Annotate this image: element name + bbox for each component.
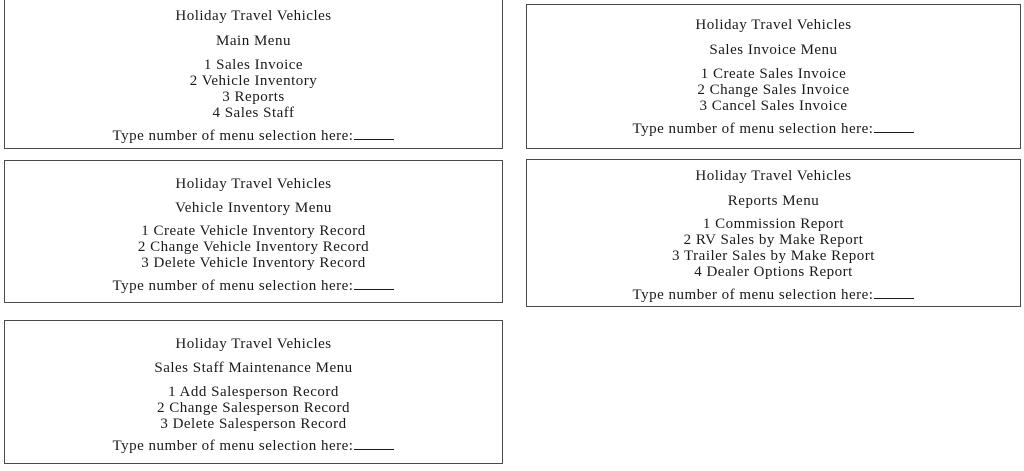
reports-menu-prompt: [527, 286, 1020, 303]
sales-staff-menu-item: 3 Delete Salesperson Record: [160, 416, 347, 432]
vehicle-inventory-menu-title: Holiday Travel Vehicles: [175, 176, 332, 192]
vehicle-inventory-menu-box: [4, 160, 503, 303]
main-menu-subtitle: Main Menu: [216, 33, 291, 49]
sales-invoice-menu-prompt: [527, 120, 1020, 137]
selection-blank[interactable]: [354, 127, 394, 140]
reports-menu-subtitle: Reports Menu: [727, 193, 820, 209]
prompt-text: Type number of menu selection here:: [632, 287, 874, 303]
selection-blank[interactable]: [354, 437, 394, 450]
sales-invoice-menu-item: 3 Cancel Sales Invoice: [699, 98, 848, 114]
main-menu-box: [4, 0, 503, 149]
reports-menu-item: 4 Dealer Options Report: [694, 264, 853, 280]
main-menu-item: 4 Sales Staff: [212, 105, 295, 121]
main-menu-prompt: [5, 127, 502, 144]
selection-blank[interactable]: [874, 286, 914, 299]
reports-menu-item: 1 Commission Report: [702, 216, 845, 232]
sales-staff-menu-items: [5, 384, 502, 432]
sales-staff-menu-item: 1 Add Salesperson Record: [168, 384, 339, 400]
prompt-text: Type number of menu selection here:: [632, 121, 874, 137]
vehicle-inventory-menu-item: 1 Create Vehicle Inventory Record: [141, 223, 366, 239]
sales-invoice-menu-items: [527, 66, 1020, 114]
main-menu-item: 2 Vehicle Inventory: [189, 73, 318, 89]
sales-invoice-menu-title: Holiday Travel Vehicles: [695, 17, 852, 33]
selection-blank[interactable]: [354, 277, 394, 290]
main-menu-item: 3 Reports: [222, 89, 285, 105]
vehicle-inventory-menu-items: [5, 223, 502, 271]
reports-menu-box: [526, 159, 1021, 307]
vehicle-inventory-menu-prompt: [5, 277, 502, 294]
main-menu-item: 1 Sales Invoice: [203, 57, 304, 73]
main-menu-title: Holiday Travel Vehicles: [175, 8, 332, 24]
sales-staff-menu-item: 2 Change Salesperson Record: [156, 400, 351, 416]
reports-menu-items: [527, 216, 1020, 280]
vehicle-inventory-menu-item: 3 Delete Vehicle Inventory Record: [141, 255, 366, 271]
prompt-text: Type number of menu selection here:: [112, 438, 354, 454]
sales-staff-menu-prompt: [5, 437, 502, 454]
reports-menu-item: 3 Trailer Sales by Make Report: [672, 248, 875, 264]
sales-staff-menu-title: Holiday Travel Vehicles: [175, 336, 332, 352]
selection-blank[interactable]: [874, 120, 914, 133]
sales-invoice-menu-item: 1 Create Sales Invoice: [700, 66, 847, 82]
vehicle-inventory-menu-subtitle: Vehicle Inventory Menu: [175, 200, 332, 216]
sales-invoice-menu-box: [526, 4, 1021, 149]
prompt-text: Type number of menu selection here:: [112, 128, 354, 144]
main-menu-items: [5, 57, 502, 121]
prompt-text: Type number of menu selection here:: [112, 278, 354, 294]
sales-staff-menu-subtitle: Sales Staff Maintenance Menu: [154, 360, 353, 376]
sales-invoice-menu-subtitle: Sales Invoice Menu: [709, 42, 838, 58]
reports-menu-item: 2 RV Sales by Make Report: [683, 232, 864, 248]
vehicle-inventory-menu-item: 2 Change Vehicle Inventory Record: [137, 239, 370, 255]
reports-menu-title: Holiday Travel Vehicles: [695, 168, 852, 184]
sales-staff-menu-box: [4, 320, 503, 464]
sales-invoice-menu-item: 2 Change Sales Invoice: [697, 82, 850, 98]
